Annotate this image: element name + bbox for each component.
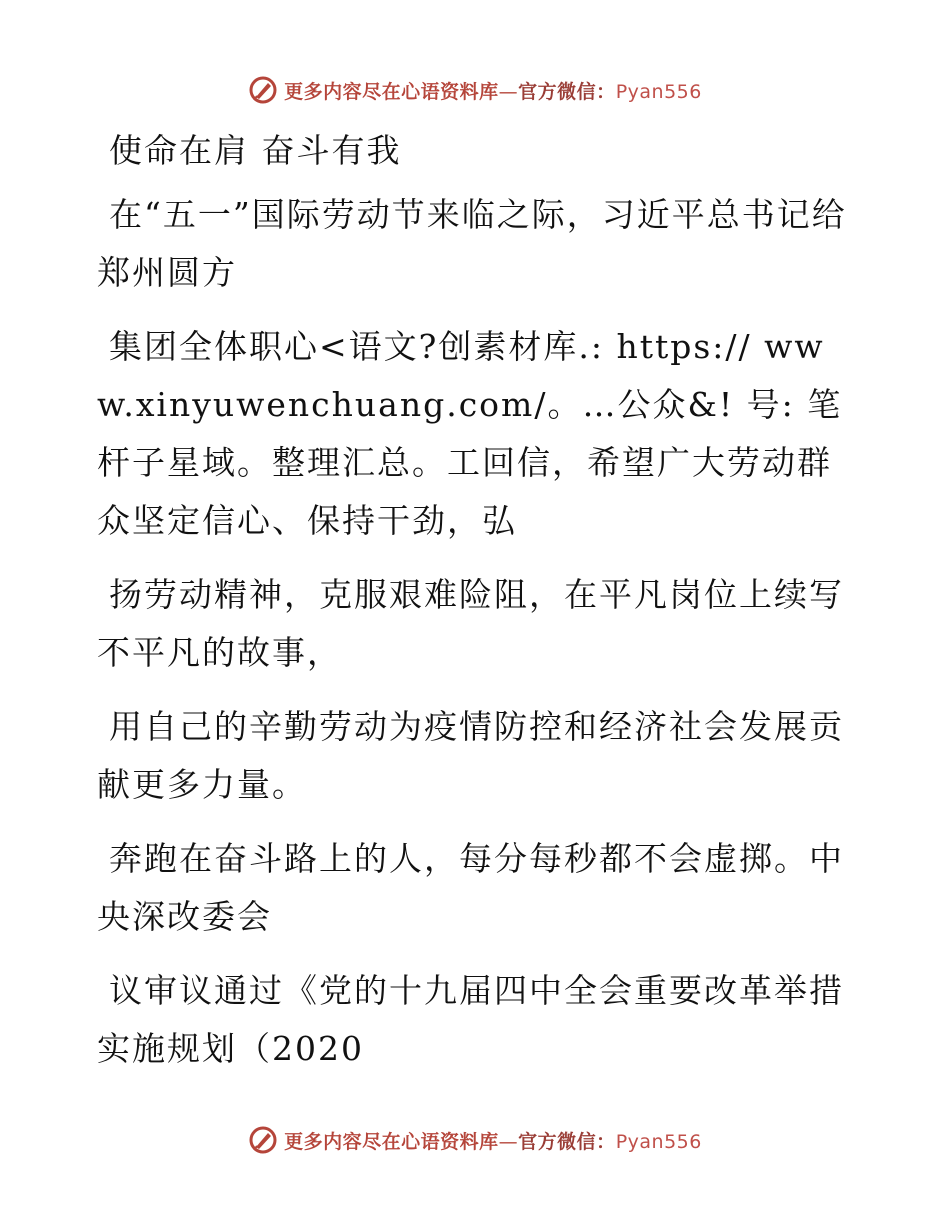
footer-wechat-id: Pyan556: [615, 1130, 702, 1153]
paragraph-4: 用自己的辛勤劳动为疫情防控和经济社会发展贡献更多力量。: [97, 707, 844, 804]
paragraph-3: 扬劳动精神，克服艰难险阻，在平凡岗位上续写不平凡的故事，: [97, 575, 844, 672]
footer-banner: [0, 1120, 950, 1160]
header-banner: [0, 70, 950, 110]
header-dash: —: [498, 80, 519, 103]
document-body: [97, 122, 857, 1078]
footer-dash: —: [498, 1130, 519, 1153]
paragraph-5: 奔跑在奋斗路上的人，每分每秒都不会虚掷。中央深改委会: [97, 839, 844, 936]
header-wechat-label: 官方微信：: [518, 80, 616, 103]
header-site-name: 更多内容尽在心语资料库: [284, 80, 499, 103]
footer-site-name: 更多内容尽在心语资料库: [284, 1130, 499, 1153]
paragraph-6: 议审议通过《党的十九届四中全会重要改革举措实施规划（2020: [97, 971, 844, 1068]
header-wechat-id: Pyan556: [615, 80, 702, 103]
footer-text: [284, 1127, 702, 1154]
quill-logo-icon: [248, 1125, 278, 1155]
header-text: [284, 77, 702, 104]
quill-logo-icon: [248, 75, 278, 105]
document-title: 使命在肩 奋斗有我: [109, 131, 402, 170]
paragraph-2: 集团全体职心<语文?创素材库.: https:// www.xinyuwenchuang.com/。…公众&! 号: 笔杆子星域。整理汇总。工回信，希望广大劳动群众坚定信心、保持干劲，弘: [97, 327, 843, 540]
paragraph-1: 在“五一”国际劳动节来临之际，习近平总书记给郑州圆方: [97, 195, 847, 292]
footer-wechat-label: 官方微信：: [518, 1130, 616, 1153]
